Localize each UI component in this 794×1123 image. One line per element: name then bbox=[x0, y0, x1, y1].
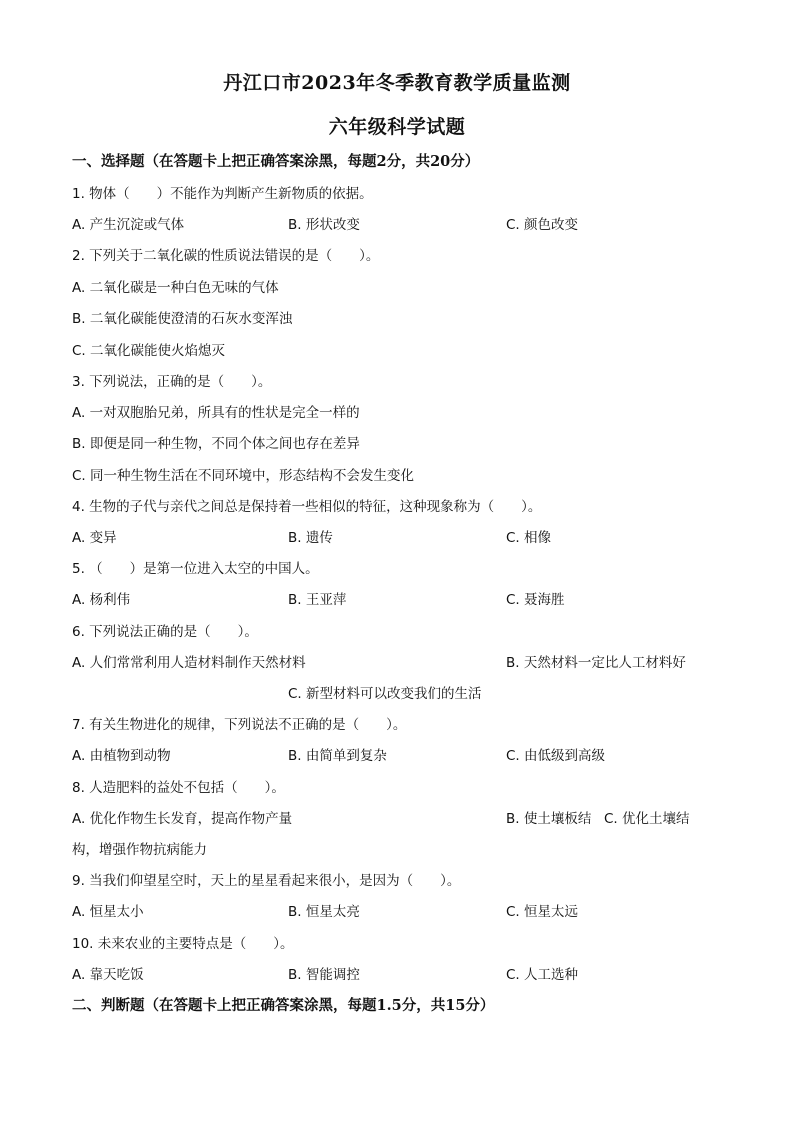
question-stem-9: 9. 当我们仰望星空时，天上的星星看起来很小，是因为（ ）。 bbox=[72, 873, 461, 889]
q1-option-b: B. 形状改变 bbox=[288, 217, 360, 233]
q4-option-a: A. 变异 bbox=[72, 530, 117, 546]
q3-option-b: B. 即便是同一种生物，不同个体之间也存在差异 bbox=[72, 436, 360, 452]
question-stem-5: 5. （ ）是第一位进入太空的中国人。 bbox=[72, 561, 319, 577]
question-stem-6: 6. 下列说法正确的是（ ）。 bbox=[72, 624, 258, 640]
q7-option-c: C. 由低级到高级 bbox=[506, 748, 606, 764]
page-subtitle: 六年级科学试题 bbox=[328, 116, 466, 138]
question-stem-1: 1. 物体（ ）不能作为判断产生新物质的依据。 bbox=[72, 186, 373, 202]
question-stem-2: 2. 下列关于二氧化碳的性质说法错误的是（ ）。 bbox=[72, 248, 380, 264]
q4-option-c: C. 相像 bbox=[506, 530, 552, 546]
q8-option-a: A. 优化作物生长发育，提高作物产量 bbox=[72, 811, 293, 827]
q4-option-b: B. 遗传 bbox=[288, 530, 333, 546]
question-stem-4: 4. 生物的子代与亲代之间总是保持着一些相似的特征，这种现象称为（ ）。 bbox=[72, 499, 542, 515]
q9-option-c: C. 恒星太远 bbox=[506, 904, 579, 920]
q1-option-c: C. 颜色改变 bbox=[506, 217, 579, 233]
q1-option-a: A. 产生沉淀或气体 bbox=[72, 217, 185, 233]
q2-option-a: A. 二氧化碳是一种白色无味的气体 bbox=[72, 280, 279, 296]
q5-option-c: C. 聂海胜 bbox=[506, 592, 565, 608]
q9-option-b: B. 恒星太亮 bbox=[288, 904, 360, 920]
q7-option-a: A. 由植物到动物 bbox=[72, 748, 171, 764]
q2-option-c: C. 二氧化碳能使火焰熄灭 bbox=[72, 343, 226, 359]
q5-option-b: B. 王亚萍 bbox=[288, 592, 347, 608]
question-stem-7: 7. 有关生物进化的规律，下列说法不正确的是（ ）。 bbox=[72, 717, 407, 733]
q6-option-b: B. 天然材料一定比人工材料好 bbox=[506, 655, 686, 671]
page-title: 丹江口市2023年冬季教育教学质量监测 bbox=[223, 72, 571, 94]
q10-option-b: B. 智能调控 bbox=[288, 967, 360, 983]
q7-option-b: B. 由简单到复杂 bbox=[288, 748, 387, 764]
q8-option-b: B. 使土壤板结 bbox=[506, 811, 592, 827]
question-stem-3: 3. 下列说法，正确的是（ ）。 bbox=[72, 374, 272, 390]
q10-option-a: A. 靠天吃饭 bbox=[72, 967, 144, 983]
section-heading-judgement: 二、判断题（在答题卡上把正确答案涂黑，每题1.5分，共15分） bbox=[72, 997, 495, 1014]
q8-option-c-line2: 构，增强作物抗病能力 bbox=[72, 842, 207, 858]
q3-option-a: A. 一对双胞胎兄弟，所具有的性状是完全一样的 bbox=[72, 405, 360, 421]
section-heading-choice: 一、选择题（在答题卡上把正确答案涂黑，每题2分，共20分） bbox=[72, 153, 480, 170]
q2-option-b: B. 二氧化碳能使澄清的石灰水变浑浊 bbox=[72, 311, 293, 327]
question-stem-8: 8. 人造肥料的益处不包括（ ）。 bbox=[72, 780, 285, 796]
q9-option-a: A. 恒星太小 bbox=[72, 904, 144, 920]
q5-option-a: A. 杨利伟 bbox=[72, 592, 131, 608]
q6-option-c: C. 新型材料可以改变我们的生活 bbox=[288, 686, 482, 702]
q8-option-c-line1: C. 优化土壤结 bbox=[604, 811, 690, 827]
q3-option-c: C. 同一种生物生活在不同环境中，形态结构不会发生变化 bbox=[72, 468, 415, 484]
question-stem-10: 10. 未来农业的主要特点是（ ）。 bbox=[72, 936, 294, 952]
q6-option-a: A. 人们常常利用人造材料制作天然材料 bbox=[72, 655, 306, 671]
q10-option-c: C. 人工选种 bbox=[506, 967, 579, 983]
